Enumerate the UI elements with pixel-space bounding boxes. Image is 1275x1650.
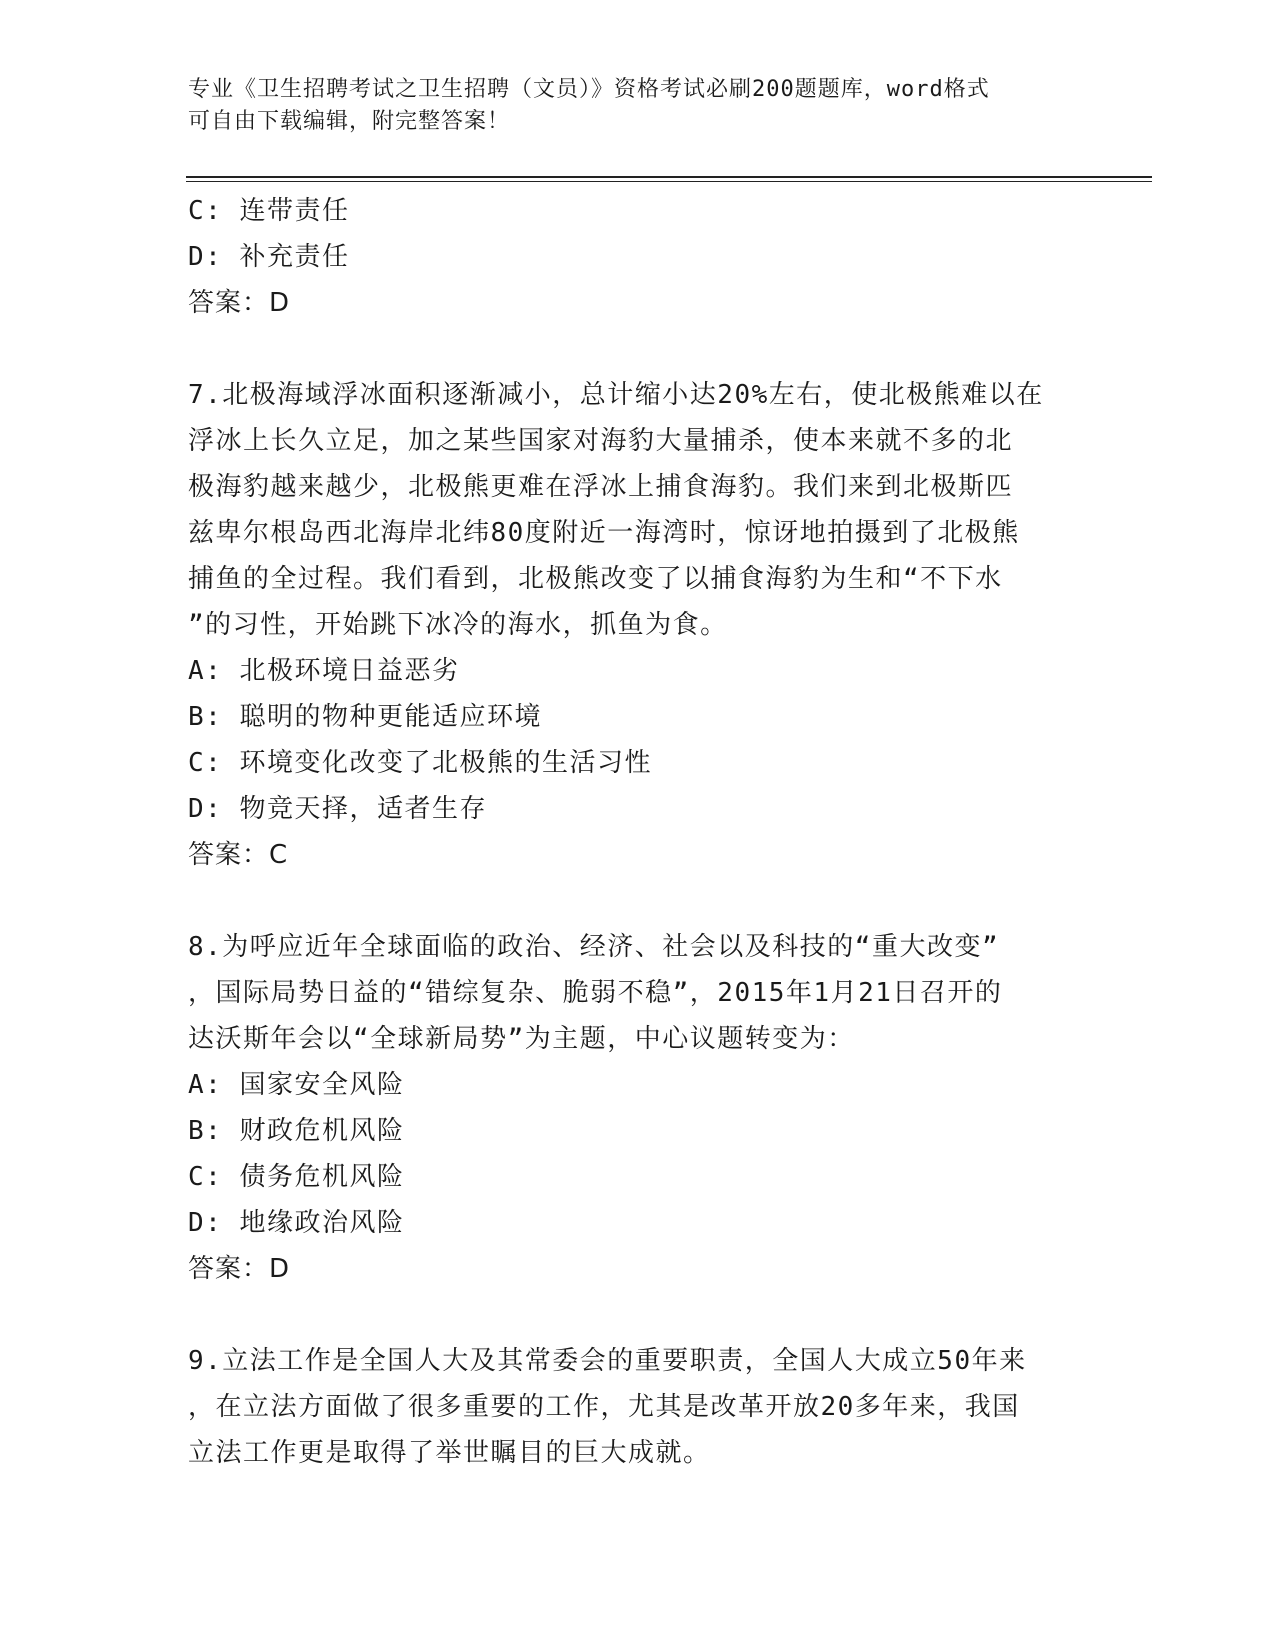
page-header xyxy=(188,74,1088,138)
q8-option-b: B: 财政危机风险 xyxy=(188,1116,405,1146)
q8-option-a: A: 国家安全风险 xyxy=(188,1070,405,1100)
q7-option-d: D: 物竞天择，适者生存 xyxy=(188,794,487,824)
header-rule-thin xyxy=(186,181,1152,182)
spacer xyxy=(188,878,1088,924)
q7-text-line: 浮冰上长久立足，加之某些国家对海豹大量捕杀，使本来就不多的北 xyxy=(188,426,1014,456)
q6-option-c: C: 连带责任 xyxy=(188,196,350,226)
q7-text-line: 极海豹越来越少，北极熊更难在浮冰上捕食海豹。我们来到北极斯匹 xyxy=(188,472,1014,502)
header-line-1: 专业《卫生招聘考试之卫生招聘（文员）》资格考试必刷200题题库，word格式 xyxy=(188,77,990,102)
q7-answer: 答案：C xyxy=(188,840,289,870)
header-rule-thick xyxy=(186,176,1152,178)
q9-text-line: 9.立法工作是全国人大及其常委会的重要职责，全国人大成立50年来 xyxy=(188,1346,1027,1376)
q7-option-c: C: 环境变化改变了北极熊的生活习性 xyxy=(188,748,652,778)
document-body xyxy=(188,188,1088,1476)
q8-text-line: ，国际局势日益的“错综复杂、脆弱不稳”，2015年1月21日召开的 xyxy=(188,978,1003,1008)
spacer xyxy=(188,326,1088,372)
q8-text-line: 8.为呼应近年全球面临的政治、经济、社会以及科技的“重大改变” xyxy=(188,932,1000,962)
q7-text-line: 兹卑尔根岛西北海岸北纬80度附近一海湾时，惊讶地拍摄到了北极熊 xyxy=(188,518,1020,548)
spacer xyxy=(188,1292,1088,1338)
q9-text-line: ，在立法方面做了很多重要的工作，尤其是改革开放20多年来，我国 xyxy=(188,1392,1020,1422)
q6-answer: 答案：D xyxy=(188,288,291,318)
q7-option-a: A: 北极环境日益恶劣 xyxy=(188,656,460,686)
q7-text-line: ”的习性，开始跳下冰冷的海水，抓鱼为食。 xyxy=(188,610,728,640)
q8-answer: 答案：D xyxy=(188,1254,291,1284)
q8-text-line: 达沃斯年会以“全球新局势”为主题，中心议题转变为： xyxy=(188,1024,855,1054)
q7-text-line: 7.北极海域浮冰面积逐渐减小，总计缩小达20%左右，使北极熊难以在 xyxy=(188,380,1044,410)
q8-option-d: D: 地缘政治风险 xyxy=(188,1208,405,1238)
q8-option-c: C: 债务危机风险 xyxy=(188,1162,405,1192)
q6-option-d: D: 补充责任 xyxy=(188,242,350,272)
q7-text-line: 捕鱼的全过程。我们看到，北极熊改变了以捕食海豹为生和“不下水 xyxy=(188,564,1003,594)
q7-option-b: B: 聪明的物种更能适应环境 xyxy=(188,702,542,732)
q9-text-line: 立法工作更是取得了举世瞩目的巨大成就。 xyxy=(188,1438,711,1468)
header-line-2: 可自由下载编辑，附完整答案！ xyxy=(188,109,511,134)
